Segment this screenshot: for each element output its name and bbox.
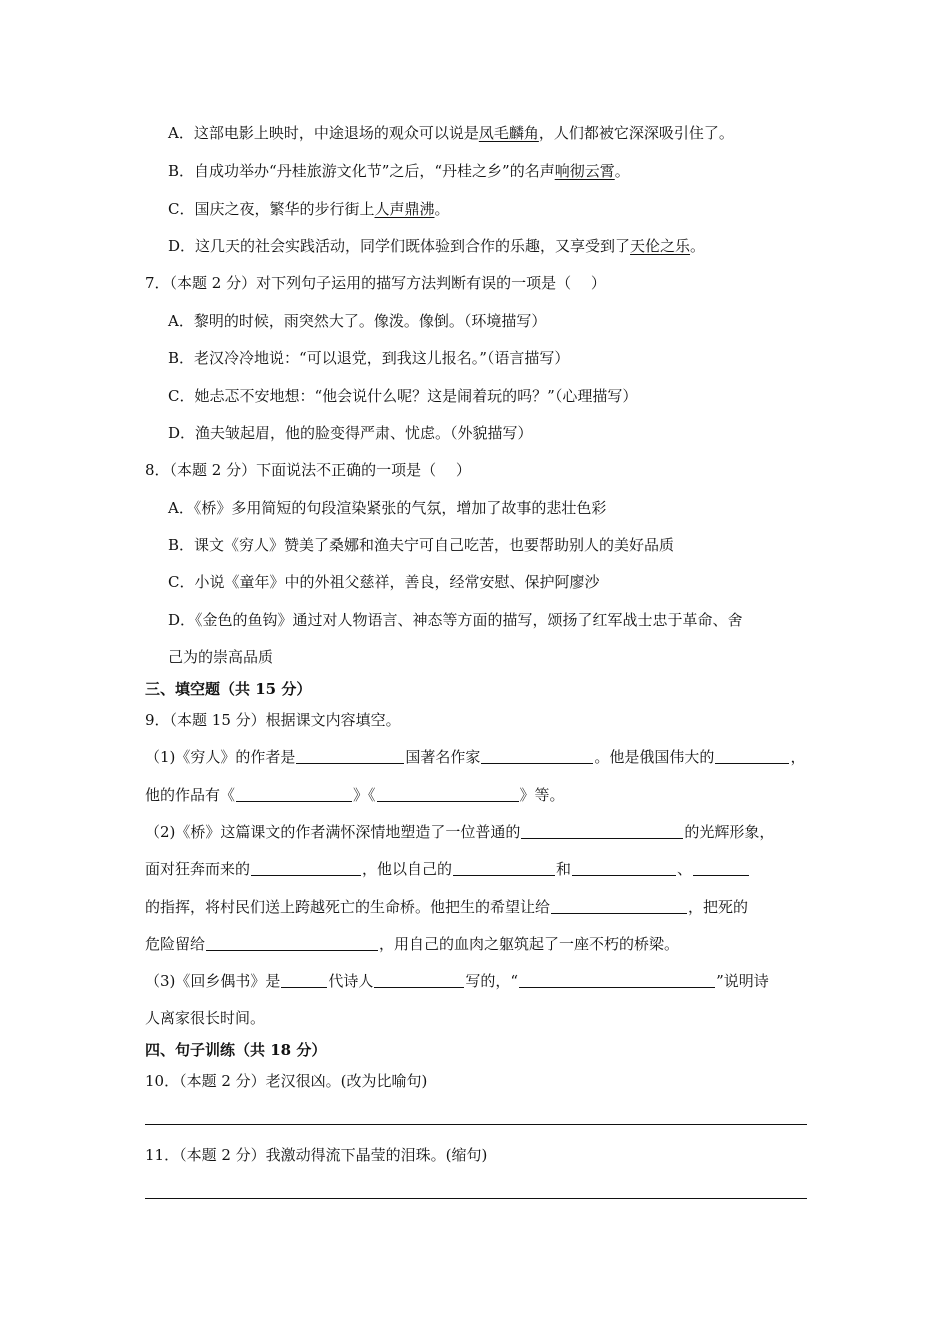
q9-p1-text-a: （1)《穷人》的作者是: [145, 748, 296, 766]
answer-blank[interactable]: [693, 858, 749, 876]
q8-option-c: C．小说《童年》中的外祖父慈祥，善良，经常安慰、保护阿廖沙: [168, 573, 600, 591]
answer-blank[interactable]: [453, 858, 555, 876]
q9-p2b-text-d: 、: [677, 860, 693, 878]
q8-option-d: D．《金色的鱼钩》通过对人物语言、神态等方面的描写，颂扬了红军战士忠于革命、舍: [168, 611, 743, 629]
q9-part2-line2: [145, 857, 810, 881]
answer-blank[interactable]: [551, 896, 687, 914]
q6-option-c: [168, 197, 808, 221]
q9-part3-line1: [145, 969, 810, 993]
q9-p3-text-c: 写的，“: [465, 972, 519, 990]
q6-option-c-text: C．国庆之夜，繁华的步行街上: [168, 200, 375, 218]
q10-answer-line[interactable]: [145, 1124, 807, 1125]
q9-p2b-text-a: 面对狂奔而来的: [145, 860, 251, 878]
q6-option-b-tail: 。: [614, 162, 630, 180]
q10-stem: 10．（本题 2 分）老汉很凶。(改为比喻句): [145, 1072, 428, 1090]
answer-blank[interactable]: [251, 858, 361, 876]
section-4-title: 四、句子训练（共 18 分）: [145, 1041, 327, 1059]
q8-option-b: B．课文《穷人》赞美了桑娜和渔夫宁可自己吃苦，也要帮助别人的美好品质: [168, 536, 675, 554]
q8-option-a: A．《桥》多用简短的句段渲染紧张的气氛，增加了故事的悲壮色彩: [168, 499, 607, 517]
q9-part1-line2: [145, 783, 810, 807]
q6-option-c-idiom: 人声鼎沸: [374, 200, 435, 218]
q7-stem: 7．（本题 2 分）对下列句子运用的描写方法判断有误的一项是（ ）: [145, 274, 606, 292]
q9-part2-line3: [145, 895, 810, 919]
q7-option-a: A．黎明的时候，雨突然大了。像泼。像倒。（环境描写）: [168, 312, 547, 330]
answer-blank[interactable]: [296, 746, 404, 764]
q9-p1b-text-a: 他的作品有《: [145, 786, 236, 804]
q8-option-d-cont: 己为的崇高品质: [168, 648, 274, 666]
q9-p3-text-d: ”说明诗: [716, 972, 769, 990]
answer-blank[interactable]: [481, 746, 593, 764]
q9-part3-line2: 人离家很长时间。: [145, 1009, 266, 1027]
q9-p2d-text-a: 危险留给: [145, 935, 206, 953]
q9-part1-line1: [145, 745, 810, 769]
q9-p2d-text-b: ，用自己的血肉之躯筑起了一座不朽的桥梁。: [379, 935, 680, 953]
q9-p2b-text-c: 和: [556, 860, 572, 878]
q6-option-a-idiom: 凤毛麟角: [478, 124, 539, 142]
q9-p2-text-a: （2)《桥》这篇课文的作者满怀深情地塑造了一位普通的: [145, 823, 521, 841]
answer-blank[interactable]: [236, 784, 352, 802]
answer-blank[interactable]: [374, 970, 464, 988]
answer-blank[interactable]: [281, 970, 327, 988]
q6-option-c-tail: 。: [434, 200, 450, 218]
answer-blank[interactable]: [715, 746, 789, 764]
q9-p3-text-a: （3)《回乡偶书》是: [145, 972, 281, 990]
q11-stem: 11．（本题 2 分）我激动得流下晶莹的泪珠。(缩句): [145, 1146, 488, 1164]
q9-stem: 9．（本题 15 分）根据课文内容填空。: [145, 711, 401, 729]
q6-option-a-tail: ，人们都被它深深吸引住了。: [538, 124, 734, 142]
q6-option-a: [168, 121, 808, 145]
q9-p2c-text-a: 的指挥，将村民们送上跨越死亡的生命桥。他把生的希望让给: [145, 898, 551, 916]
q9-p2-text-b: 的光辉形象，: [684, 823, 775, 841]
q9-p2c-text-b: ，把死的: [688, 898, 749, 916]
answer-blank[interactable]: [519, 970, 715, 988]
q6-option-d-text: D．这几天的社会实践活动，同学们既体验到合作的乐趣，又享受到了: [168, 237, 631, 255]
q9-p1b-text-c: 》等。: [519, 786, 565, 804]
q6-option-d-tail: 。: [690, 237, 706, 255]
q9-p3-text-b: 代诗人: [328, 972, 374, 990]
q7-option-c: C．她忐忑不安地想：“他会说什么呢？这是闹着玩的吗？”（心理描写）: [168, 387, 638, 405]
q8-stem: 8．（本题 2 分）下面说法不正确的一项是（ ）: [145, 461, 471, 479]
q7-option-b: B．老汉冷冷地说：“可以退党，到我这儿报名。”（语言描写）: [168, 349, 570, 367]
answer-blank[interactable]: [572, 858, 676, 876]
q6-option-a-text: A．这部电影上映时，中途退场的观众可以说是: [168, 124, 479, 142]
q9-part2-line1: [145, 820, 810, 844]
section-3-title: 三、填空题（共 15 分）: [145, 680, 312, 698]
answer-blank[interactable]: [521, 821, 683, 839]
q9-p1-text-c: 。他是俄国伟大的: [594, 748, 715, 766]
q9-p1-text-d: ，: [790, 748, 806, 766]
q6-option-b: [168, 159, 808, 183]
q6-option-b-text: B．自成功举办“丹桂旅游文化节”之后，“丹桂之乡”的名声: [168, 162, 555, 180]
q9-part2-line4: [145, 932, 810, 956]
q6-option-b-idiom: 响彻云霄: [554, 162, 615, 180]
q6-option-d-idiom: 天伦之乐: [630, 237, 691, 255]
answer-blank[interactable]: [206, 933, 378, 951]
q11-answer-line[interactable]: [145, 1198, 807, 1199]
q6-option-d: [168, 234, 808, 258]
q9-p2b-text-b: ，他以自己的: [362, 860, 453, 878]
q9-p1-text-b: 国著名作家: [405, 748, 481, 766]
q9-p1b-text-b: 》《: [353, 786, 376, 804]
q7-option-d: D．渔夫皱起眉，他的脸变得严肃、忧虑。（外貌描写）: [168, 424, 533, 442]
answer-blank[interactable]: [377, 784, 519, 802]
